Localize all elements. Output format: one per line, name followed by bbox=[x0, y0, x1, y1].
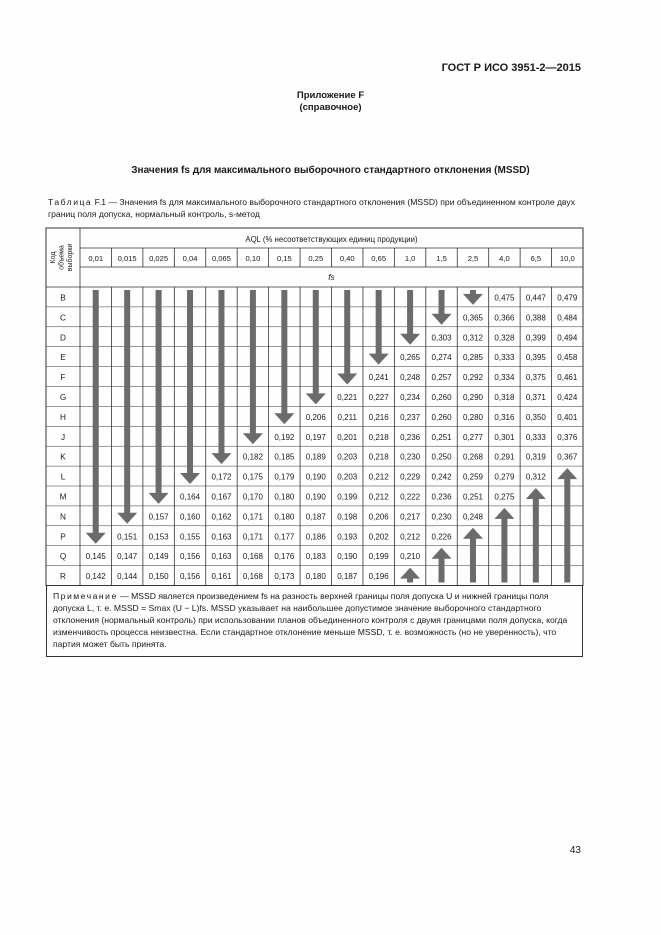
fs-value: 0,376 bbox=[557, 432, 578, 442]
arrow-down-icon bbox=[243, 290, 263, 444]
fs-value: 0,163 bbox=[211, 552, 232, 562]
aql-value: 1,5 bbox=[436, 254, 447, 263]
arrow-down-icon bbox=[274, 290, 294, 424]
sample-code: R bbox=[60, 572, 66, 582]
fs-value: 0,218 bbox=[368, 432, 389, 442]
fs-value: 0,248 bbox=[462, 512, 483, 522]
fs-value: 0,171 bbox=[242, 532, 263, 542]
fs-value: 0,172 bbox=[211, 472, 232, 482]
sample-code: L bbox=[60, 472, 66, 482]
fs-value: 0,212 bbox=[400, 532, 421, 542]
fs-value: 0,199 bbox=[368, 552, 389, 562]
fs-value: 0,312 bbox=[525, 472, 546, 482]
fs-value: 0,161 bbox=[211, 572, 232, 582]
fs-value: 0,145 bbox=[85, 552, 106, 562]
fs-value: 0,187 bbox=[337, 572, 358, 582]
arrow-down-icon bbox=[463, 290, 483, 305]
aql-value: 0,04 bbox=[182, 254, 198, 263]
fs-value: 0,196 bbox=[368, 572, 389, 582]
fs-value: 0,242 bbox=[431, 472, 452, 482]
aql-value: 0,65 bbox=[371, 254, 387, 263]
arrow-up-icon bbox=[432, 548, 452, 583]
fs-value: 0,367 bbox=[557, 452, 578, 462]
sample-code: J bbox=[60, 432, 66, 442]
arrow-up-icon bbox=[557, 468, 577, 582]
fs-value: 0,180 bbox=[274, 512, 295, 522]
fs-value: 0,168 bbox=[242, 552, 263, 562]
aql-value: 0,015 bbox=[117, 254, 137, 263]
fs-value: 0,458 bbox=[557, 353, 578, 363]
fs-value: 0,226 bbox=[431, 532, 452, 542]
sample-code: C bbox=[60, 313, 66, 323]
fs-value: 0,211 bbox=[337, 412, 357, 422]
fs-value: 0,395 bbox=[525, 353, 546, 363]
fs-value: 0,268 bbox=[462, 452, 483, 462]
aql-value: 0,025 bbox=[149, 254, 169, 263]
fs-value: 0,203 bbox=[337, 452, 358, 462]
fs-value: 0,155 bbox=[180, 532, 201, 542]
fs-value: 0,182 bbox=[242, 452, 263, 462]
fs-value: 0,280 bbox=[462, 412, 483, 422]
fs-value: 0,303 bbox=[431, 333, 452, 343]
sample-code: P bbox=[60, 532, 66, 542]
fs-value: 0,187 bbox=[305, 512, 326, 522]
fs-value: 0,236 bbox=[431, 492, 452, 502]
fs-value: 0,198 bbox=[337, 512, 358, 522]
sample-code: Q bbox=[59, 552, 67, 562]
aql-value: 0,065 bbox=[211, 254, 231, 263]
standard-number: ГОСТ Р ИСО 3951-2—2015 bbox=[441, 62, 581, 74]
fs-value: 0,175 bbox=[242, 472, 263, 482]
fs-value: 0,190 bbox=[305, 472, 326, 482]
fs-value: 0,333 bbox=[494, 353, 515, 363]
fs-value: 0,350 bbox=[525, 412, 546, 422]
fs-value: 0,251 bbox=[462, 492, 483, 502]
fs-value: 0,234 bbox=[400, 393, 421, 402]
fs-value: 0,275 bbox=[494, 492, 515, 502]
code-header-line: выборки bbox=[67, 243, 74, 272]
fs-value: 0,160 bbox=[180, 512, 201, 522]
fs-value: 0,291 bbox=[494, 452, 515, 462]
fs-value: 0,189 bbox=[305, 452, 326, 462]
fs-value: 0,190 bbox=[337, 552, 358, 562]
fs-value: 0,193 bbox=[337, 532, 358, 542]
appendix-subtitle: (справочное) bbox=[299, 102, 362, 113]
fs-value: 0,230 bbox=[400, 452, 421, 462]
fs-value: 0,206 bbox=[368, 512, 389, 522]
fs-value: 0,274 bbox=[431, 353, 452, 363]
fs-value: 0,217 bbox=[400, 512, 421, 522]
section-title: Значения fs для максимального выборочного стандартного отклонения (MSSD) bbox=[131, 165, 530, 176]
note-lead: Примечание bbox=[53, 591, 118, 601]
aql-value: 2,5 bbox=[467, 254, 479, 263]
fs-value: 0,149 bbox=[148, 552, 169, 562]
aql-value: 1,0 bbox=[404, 254, 416, 263]
fs-value: 0,156 bbox=[180, 552, 201, 562]
fs-value: 0,424 bbox=[557, 393, 578, 402]
fs-value: 0,167 bbox=[211, 492, 232, 502]
appendix-title: Приложение F bbox=[296, 90, 365, 101]
fs-value: 0,259 bbox=[462, 472, 483, 482]
fs-value: 0,401 bbox=[557, 412, 578, 422]
sample-code: G bbox=[59, 393, 67, 402]
arrow-down-icon bbox=[306, 290, 326, 404]
fs-value: 0,494 bbox=[557, 333, 578, 343]
fs-value: 0,212 bbox=[368, 492, 389, 502]
arrow-down-icon bbox=[86, 290, 106, 544]
fs-value: 0,170 bbox=[242, 492, 263, 502]
fs-value: 0,201 bbox=[337, 432, 358, 442]
page-number: 43 bbox=[569, 845, 581, 856]
fs-value: 0,177 bbox=[274, 532, 295, 542]
fs-value: 0,171 bbox=[242, 512, 263, 522]
arrow-down-icon bbox=[400, 290, 420, 345]
note-text: — MSSD является произведением fs на разность верхней границы поля допуска U и нижней границы поля допуска L, т. е. MSSD = Smax (U − L)fs. MSSD указывает на наибольшее допустимое значение выборочного стандартного отклонения (нормальный контроль) при использовании планов объединенного контроля с двумя границами поля допуска, когда изменчивость процесса неизвестна. Если стандартное отклонение меньше MSSD, т. е. возможность (но не уверенность), что партия может быть принята. bbox=[53, 591, 568, 649]
fs-value: 0,190 bbox=[305, 492, 326, 502]
sample-code: F bbox=[60, 373, 66, 383]
fs-value: 0,202 bbox=[368, 532, 389, 542]
fs-value: 0,221 bbox=[337, 393, 358, 402]
fs-value: 0,371 bbox=[525, 393, 546, 402]
sample-code: M bbox=[59, 492, 67, 502]
aql-value: 0,15 bbox=[276, 254, 292, 263]
fs-value: 0,153 bbox=[148, 532, 169, 542]
arrow-down-icon bbox=[117, 290, 137, 524]
fs-value: 0,375 bbox=[525, 373, 546, 383]
fs-value: 0,199 bbox=[337, 492, 358, 502]
fs-value: 0,241 bbox=[368, 373, 389, 383]
fs-value: 0,279 bbox=[494, 472, 515, 482]
fs-value: 0,229 bbox=[400, 472, 421, 482]
fs-value: 0,251 bbox=[431, 432, 452, 442]
fs-value: 0,365 bbox=[462, 313, 483, 323]
arrow-up-icon bbox=[526, 488, 546, 583]
fs-value: 0,292 bbox=[462, 373, 483, 383]
fs-value: 0,150 bbox=[148, 572, 169, 582]
fs-value: 0,475 bbox=[494, 293, 515, 303]
fs-value: 0,248 bbox=[400, 373, 421, 383]
fs-value: 0,479 bbox=[557, 293, 578, 303]
fs-value: 0,290 bbox=[462, 393, 483, 402]
fs-value: 0,163 bbox=[211, 532, 232, 542]
sample-code: K bbox=[60, 452, 66, 462]
fs-label: fs bbox=[328, 272, 335, 282]
caption-lead: Таблица bbox=[48, 197, 93, 207]
arrow-up-icon bbox=[400, 568, 420, 583]
arrow-up-icon bbox=[494, 508, 514, 583]
aql-value: 0,40 bbox=[339, 254, 355, 263]
fs-value: 0,328 bbox=[494, 333, 515, 343]
code-header bbox=[50, 244, 74, 272]
fs-value: 0,333 bbox=[525, 432, 546, 442]
caption-text: F.1 — Значения fs для максимального выборочного стандартного отклонения (MSSD) при объединенном контроле двух границ поля допуска, нормальный контроль, s-метод bbox=[48, 197, 576, 219]
aql-value: 0,25 bbox=[308, 254, 324, 263]
fs-value: 0,218 bbox=[368, 452, 389, 462]
fs-value: 0,312 bbox=[462, 333, 483, 343]
fs-value: 0,285 bbox=[462, 353, 483, 363]
sample-code: E bbox=[60, 353, 66, 363]
fs-value: 0,192 bbox=[274, 432, 295, 442]
fs-value: 0,180 bbox=[305, 572, 326, 582]
fs-value: 0,260 bbox=[431, 393, 452, 402]
fs-value: 0,277 bbox=[462, 432, 483, 442]
fs-value: 0,388 bbox=[525, 313, 546, 323]
fs-value: 0,316 bbox=[494, 412, 515, 422]
aql-value: 4,0 bbox=[499, 254, 510, 263]
fs-value: 0,180 bbox=[274, 492, 295, 502]
fs-value: 0,366 bbox=[494, 313, 515, 323]
fs-value: 0,144 bbox=[117, 572, 138, 582]
aql-value: 10,0 bbox=[559, 254, 575, 263]
fs-value: 0,179 bbox=[274, 472, 295, 482]
fs-value: 0,183 bbox=[305, 552, 326, 562]
fs-value: 0,147 bbox=[117, 552, 138, 562]
fs-value: 0,484 bbox=[557, 313, 578, 323]
arrow-down-icon bbox=[211, 290, 231, 464]
fs-value: 0,142 bbox=[85, 572, 106, 582]
fs-value: 0,399 bbox=[525, 333, 546, 343]
fs-value: 0,230 bbox=[431, 512, 452, 522]
arrow-down-icon bbox=[337, 290, 357, 385]
table-note bbox=[46, 585, 583, 657]
code-header-line: Код bbox=[50, 251, 57, 264]
arrow-down-icon bbox=[149, 290, 169, 504]
fs-value: 0,227 bbox=[368, 393, 389, 402]
fs-value: 0,157 bbox=[148, 512, 169, 522]
fs-value: 0,156 bbox=[180, 572, 201, 582]
fs-value: 0,236 bbox=[400, 432, 421, 442]
aql-value: 6,5 bbox=[530, 254, 542, 263]
sample-code: H bbox=[60, 412, 66, 422]
arrow-down-icon bbox=[180, 290, 200, 484]
fs-value: 0,319 bbox=[525, 452, 546, 462]
arrow-down-icon bbox=[369, 290, 389, 365]
fs-value: 0,197 bbox=[305, 432, 326, 442]
fs-value: 0,168 bbox=[242, 572, 263, 582]
fs-value: 0,301 bbox=[494, 432, 515, 442]
fs-value: 0,237 bbox=[400, 412, 421, 422]
fs-value: 0,151 bbox=[117, 532, 138, 542]
aql-value: 0,10 bbox=[245, 254, 261, 263]
fs-value: 0,176 bbox=[274, 552, 295, 562]
fs-value: 0,203 bbox=[337, 472, 358, 482]
fs-value: 0,173 bbox=[274, 572, 295, 582]
fs-value: 0,222 bbox=[400, 492, 421, 502]
sample-code: N bbox=[60, 512, 66, 522]
fs-value: 0,260 bbox=[431, 412, 452, 422]
fs-value: 0,447 bbox=[525, 293, 546, 303]
aql-value: 0,01 bbox=[88, 254, 104, 263]
fs-value: 0,185 bbox=[274, 452, 295, 462]
fs-value: 0,206 bbox=[305, 412, 326, 422]
fs-value: 0,216 bbox=[368, 412, 389, 422]
fs-value: 0,212 bbox=[368, 472, 389, 482]
fs-value: 0,210 bbox=[400, 552, 421, 562]
fs-value: 0,162 bbox=[211, 512, 232, 522]
sample-code: D bbox=[60, 333, 66, 343]
fs-value: 0,318 bbox=[494, 393, 515, 402]
fs-value: 0,265 bbox=[400, 353, 421, 363]
fs-value: 0,164 bbox=[180, 492, 201, 502]
fs-value: 0,250 bbox=[431, 452, 452, 462]
fs-value: 0,186 bbox=[305, 532, 326, 542]
arrow-down-icon bbox=[432, 290, 452, 325]
code-header-line: объема bbox=[58, 245, 66, 270]
aql-header: AQL (% несоответствующих единиц продукции) bbox=[245, 235, 418, 244]
fs-value: 0,334 bbox=[494, 373, 515, 383]
fs-value: 0,461 bbox=[557, 373, 578, 383]
arrow-up-icon bbox=[463, 528, 483, 583]
fs-value: 0,257 bbox=[431, 373, 452, 383]
sample-code: B bbox=[60, 293, 66, 303]
